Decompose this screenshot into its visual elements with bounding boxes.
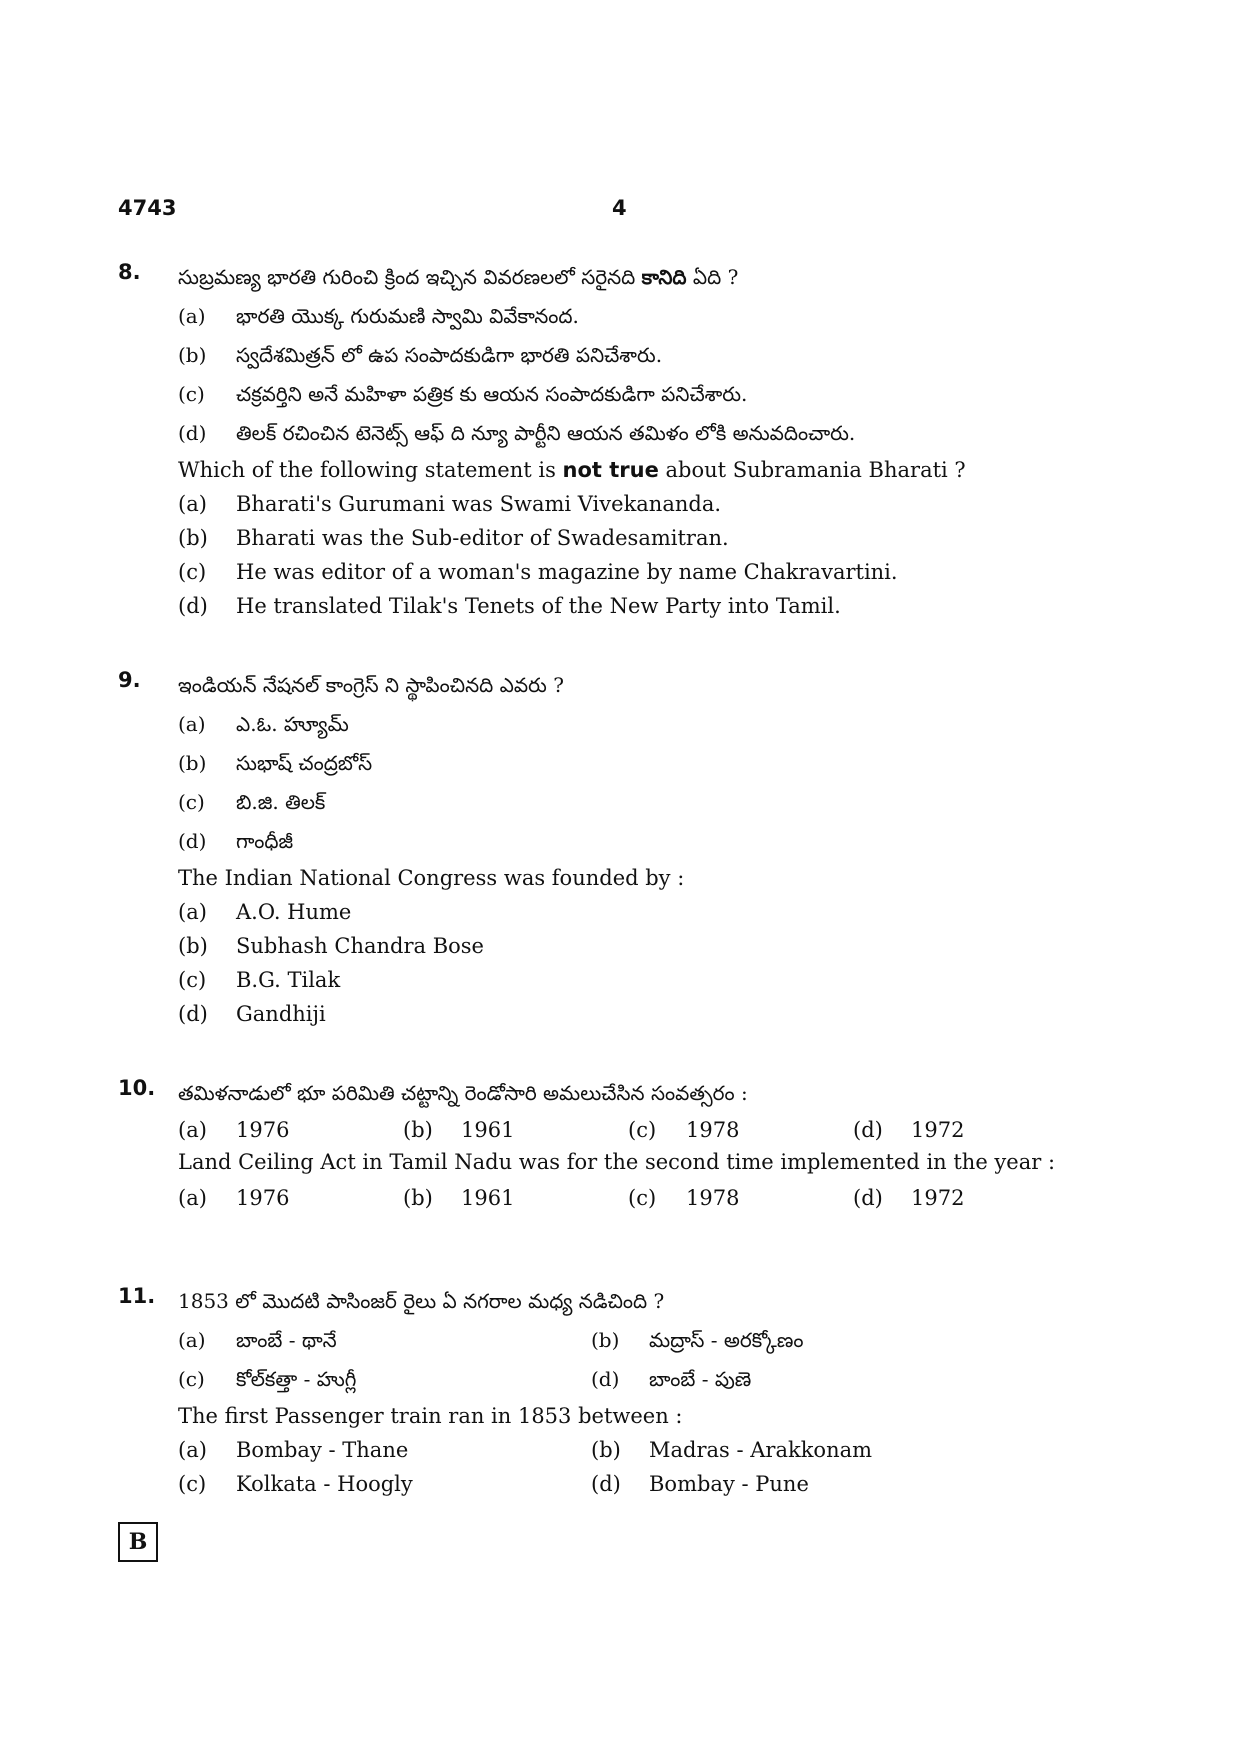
option-en-c[interactable]: (c) He was editor of a woman's magazine by name Chakravartini. — [178, 560, 898, 584]
option-a[interactable]: (a) 1976 — [178, 1118, 290, 1142]
option-en-c[interactable]: (c) B.G. Tilak — [178, 968, 341, 992]
option-te-c[interactable]: (c) బి.జి. తిలక్ — [178, 790, 326, 814]
option-te-b[interactable]: (b) సుభాష్ చంద్రబోస్ — [178, 751, 373, 775]
option-c[interactable]: (c) 1978 — [628, 1186, 740, 1210]
question-10 — [118, 1074, 1078, 1215]
question-stem-english: The Indian National Congress was founded by : — [178, 866, 685, 890]
question-number: 9. — [118, 668, 141, 692]
emphasis-text: కానిది — [641, 265, 687, 289]
option-te-b[interactable]: (b) మద్రాస్ - అరక్కోణం — [591, 1328, 804, 1352]
option-en-b[interactable]: (b) Bharati was the Sub-editor of Swadesamitran. — [178, 526, 729, 550]
option-te-d[interactable]: (d) గాంధీజీ — [178, 829, 294, 853]
emphasis-text: not true — [562, 458, 659, 482]
option-te-d[interactable]: (d) తిలక్ రచించిన టెనెట్స్ ఆఫ్ ది న్యూ పార్టీని ఆయన తమిళం లోకి అనువదించారు. — [178, 421, 856, 445]
option-en-a[interactable]: (a) Bharati's Gurumani was Swami Vivekananda. — [178, 492, 722, 516]
options-row-1-telugu — [178, 1321, 1078, 1360]
option-en-d[interactable]: (d) Gandhiji — [178, 1002, 326, 1026]
option-en-d[interactable]: (d) He translated Tilak's Tenets of the New Party into Tamil. — [178, 594, 841, 618]
option-te-b[interactable]: (b) స్వదేశమిత్రన్ లో ఉప సంపాదకుడిగా భారతి పనిచేశారు. — [178, 343, 663, 367]
option-d[interactable]: (d) 1972 — [853, 1186, 965, 1210]
option-b[interactable]: (b) 1961 — [403, 1118, 515, 1142]
page-number: 4 — [612, 196, 627, 220]
option-te-a[interactable]: (a) భారతి యొక్క గురుమణి స్వామి వివేకానంద. — [178, 304, 579, 328]
booklet-series-box: B — [118, 1522, 158, 1562]
booklet-code: 4743 — [118, 196, 177, 220]
question-number: 11. — [118, 1284, 156, 1308]
question-stem-telugu: ఇండియన్ నేషనల్ కాంగ్రెస్ ని స్థాపించినది ఎవరు ? — [178, 673, 564, 697]
options-row-2-telugu — [178, 1360, 1078, 1399]
option-en-b[interactable]: (b) Madras - Arakkonam — [591, 1438, 873, 1462]
question-stem-telugu: తమిళనాడులో భూ పరిమితి చట్టాన్ని రెండోసారి అమలుచేసిన సంవత్సరం : — [178, 1081, 748, 1105]
option-te-a[interactable]: (a) ఎ.ఓ. హ్యూమ్ — [178, 712, 349, 736]
option-te-c[interactable]: (c) కోల్‌కత్తా - హుగ్లీ — [178, 1367, 357, 1391]
option-te-d[interactable]: (d) బాంబే - పుణె — [591, 1367, 752, 1391]
question-8 — [118, 258, 1078, 623]
option-te-a[interactable]: (a) బాంబే - థానే — [178, 1328, 337, 1352]
options-row-1-english — [178, 1433, 1078, 1467]
question-stem-english: The first Passenger train ran in 1853 between : — [178, 1404, 683, 1428]
option-c[interactable]: (c) 1978 — [628, 1118, 740, 1142]
option-d[interactable]: (d) 1972 — [853, 1118, 965, 1142]
option-en-b[interactable]: (b) Subhash Chandra Bose — [178, 934, 484, 958]
question-stem-english: Land Ceiling Act in Tamil Nadu was for the second time implemented in the year : — [178, 1150, 1056, 1174]
options-row-2-english — [178, 1467, 1078, 1501]
option-te-c[interactable]: (c) చక్రవర్తిని అనే మహిళా పత్రిక కు ఆయన సంపాదకుడిగా పనిచేశారు. — [178, 382, 748, 406]
question-stem-telugu: సుబ్రమణ్య భారతి గురించి క్రింద ఇచ్చిన వివరణలలో సరైనది కానిది ఏది ? — [178, 265, 739, 289]
option-en-c[interactable]: (c) Kolkata - Hoogly — [178, 1472, 413, 1496]
options-row-telugu — [178, 1113, 1078, 1147]
question-9 — [118, 666, 1078, 1031]
option-a[interactable]: (a) 1976 — [178, 1186, 290, 1210]
question-11 — [118, 1282, 1078, 1501]
question-stem-english: Which of the following statement is not true about Subramania Bharati ? — [178, 458, 966, 482]
question-number: 10. — [118, 1076, 156, 1100]
option-en-d[interactable]: (d) Bombay - Pune — [591, 1472, 809, 1496]
options-row-english — [178, 1181, 1078, 1215]
option-b[interactable]: (b) 1961 — [403, 1186, 515, 1210]
option-en-a[interactable]: (a) Bombay - Thane — [178, 1438, 409, 1462]
option-en-a[interactable]: (a) A.O. Hume — [178, 900, 352, 924]
question-stem-telugu: 1853 లో మొదటి పాసింజర్ రైలు ఏ నగరాల మధ్య నడిచింది ? — [178, 1289, 665, 1313]
question-number: 8. — [118, 260, 141, 284]
